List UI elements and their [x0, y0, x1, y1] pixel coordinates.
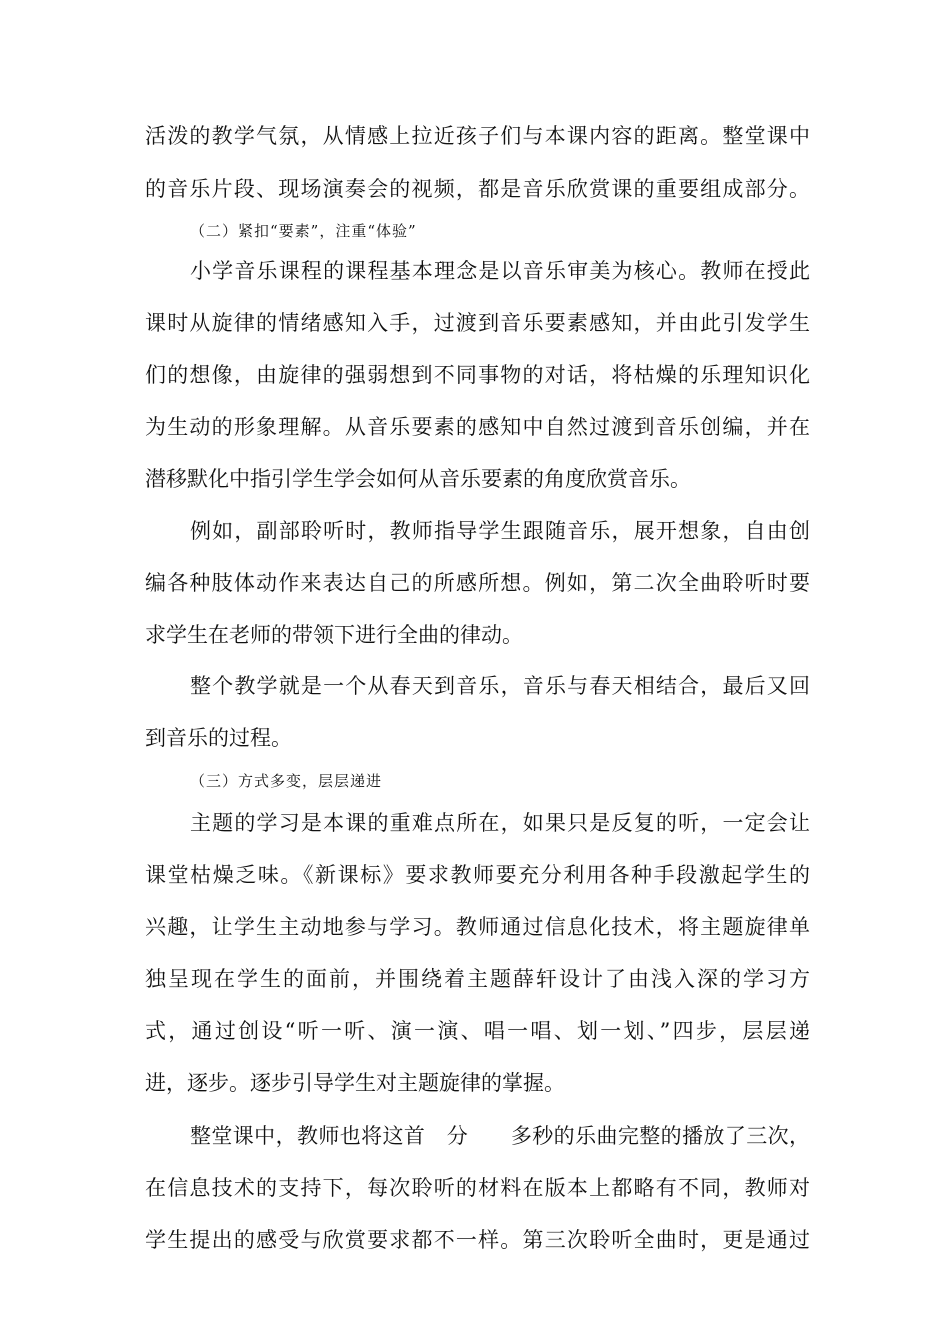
paragraph-line: 们的想像，由旋律的强弱想到不同事物的对话，将枯燥的乐理知识化 [145, 363, 810, 387]
paragraph-line: 学生提出的感受与欣赏要求都不一样。第三次聆听全曲时，更是通过 [145, 1228, 810, 1252]
paragraph-line: 编各种肢体动作来表达自己的所感所想。例如，第二次全曲聆听时要 [145, 571, 810, 595]
paragraph-line: 小学音乐课程的课程基本理念是以音乐审美为核心。教师在授此 [190, 259, 810, 283]
paragraph-line: 为生动的形象理解。从音乐要素的感知中自然过渡到音乐创编，并在 [145, 415, 810, 439]
paragraph-line: 进，逐步。逐步引导学生对主题旋律的掌握。 [145, 1071, 565, 1095]
paragraph-line: 到音乐的过程。 [145, 726, 292, 750]
paragraph-line: 兴趣，让学生主动地参与学习。教师通过信息化技术，将主题旋律单 [145, 915, 810, 939]
paragraph-line: 课堂枯燥乏味。《新课标》要求教师要充分利用各种手段激起学生的 [145, 863, 810, 887]
paragraph-line: 独呈现在学生的面前，并围绕着主题薛轩设计了由浅入深的学习方 [145, 967, 810, 991]
section-heading: （二）紧扣“要素”，注重“体验” [190, 222, 417, 240]
paragraph-line: 课时从旋律的情绪感知入手，过渡到音乐要素感知，并由此引发学生 [145, 311, 810, 335]
paragraph-line: 式，通过创设“听一听、演一演、唱一唱、划一划、”四步，层层递 [145, 1019, 810, 1043]
paragraph-line: 的音乐片段、现场演奏会的视频，都是音乐欣赏课的重要组成部分。 [145, 177, 810, 201]
paragraph-line: 活泼的教学气氛，从情感上拉近孩子们与本课内容的距离。整堂课中 [145, 124, 810, 148]
section-heading: （三）方式多变，层层递进 [190, 772, 383, 790]
paragraph-line: 整堂课中，教师也将这首 分 多秒的乐曲完整的播放了三次， [190, 1124, 810, 1148]
paragraph-line: 潜移默化中指引学生学会如何从音乐要素的角度欣赏音乐。 [145, 467, 691, 491]
paragraph-line: 在信息技术的支持下，每次聆听的材料在版本上都略有不同，教师对 [145, 1176, 810, 1200]
paragraph-line: 例如，副部聆听时，教师指导学生跟随音乐，展开想象，自由创 [190, 519, 810, 543]
paragraph-line: 整个教学就是一个从春天到音乐，音乐与春天相结合，最后又回 [190, 674, 810, 698]
paragraph-line: 主题的学习是本课的重难点所在，如果只是反复的听，一定会让 [190, 811, 810, 835]
paragraph-line: 求学生在老师的带领下进行全曲的律动。 [145, 623, 523, 647]
